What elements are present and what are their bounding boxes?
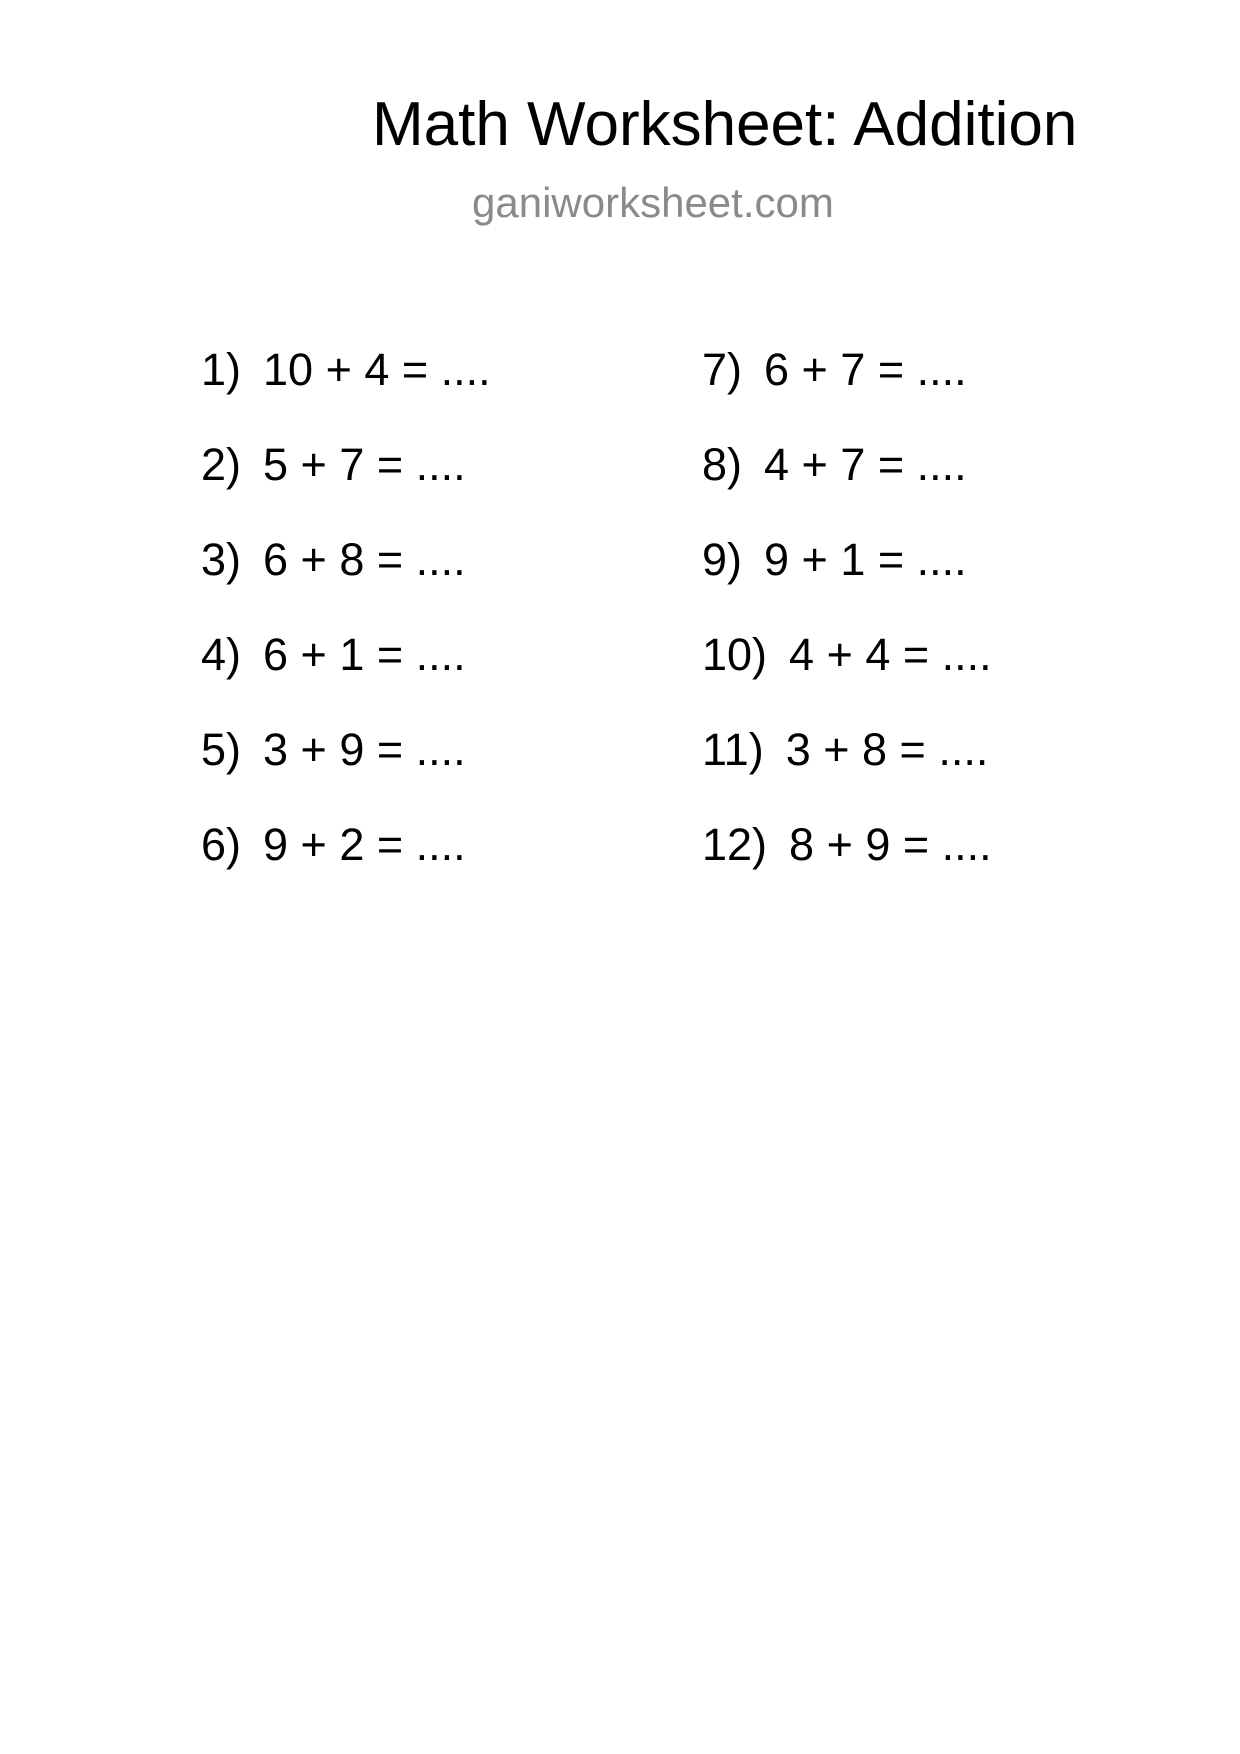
- problem-item: [201, 819, 491, 917]
- problem-number: 11): [702, 724, 764, 775]
- problem-number: 2): [201, 439, 242, 490]
- problem-expression: 6 + 1 = ....: [263, 629, 466, 680]
- problem-expression: 3 + 9 = ....: [263, 724, 466, 775]
- problem-number: 1): [201, 344, 242, 395]
- problem-number: 12): [702, 819, 768, 870]
- problem-number: 7): [702, 344, 743, 395]
- problem-item: [201, 724, 491, 822]
- problem-expression: 3 + 8 = ....: [785, 724, 989, 775]
- problem-expression: 5 + 7 = ....: [263, 439, 466, 490]
- problem-expression: 6 + 7 = ....: [764, 344, 967, 395]
- problem-item: [702, 629, 992, 727]
- problem-item: [201, 629, 491, 727]
- problem-expression: 4 + 7 = ....: [764, 439, 967, 490]
- problem-item: [702, 534, 992, 632]
- problem-expression: 9 + 1 = ....: [764, 534, 967, 585]
- problems-right-column: [702, 344, 992, 917]
- problem-number: 3): [201, 534, 242, 585]
- problem-item: [702, 724, 992, 822]
- problems-left-column: [201, 344, 491, 917]
- problem-item: [201, 534, 491, 632]
- problem-number: 5): [201, 724, 242, 775]
- problem-item: [702, 439, 992, 537]
- problem-expression: 9 + 2 = ....: [263, 819, 466, 870]
- problem-expression: 8 + 9 = ....: [789, 819, 992, 870]
- page-title: Math Worksheet: Addition: [372, 90, 1078, 159]
- problem-item: [201, 344, 491, 442]
- problem-expression: 6 + 8 = ....: [263, 534, 466, 585]
- problem-expression: 4 + 4 = ....: [789, 629, 992, 680]
- problem-number: 8): [702, 439, 743, 490]
- problem-number: 9): [702, 534, 743, 585]
- problem-item: [201, 439, 491, 537]
- problem-number: 4): [201, 629, 242, 680]
- problem-item: [702, 819, 992, 917]
- problem-expression: 10 + 4 = ....: [263, 344, 491, 395]
- problem-number: 6): [201, 819, 242, 870]
- problem-item: [702, 344, 992, 442]
- website-subtitle: ganiworksheet.com: [472, 179, 834, 226]
- problem-number: 10): [702, 629, 768, 680]
